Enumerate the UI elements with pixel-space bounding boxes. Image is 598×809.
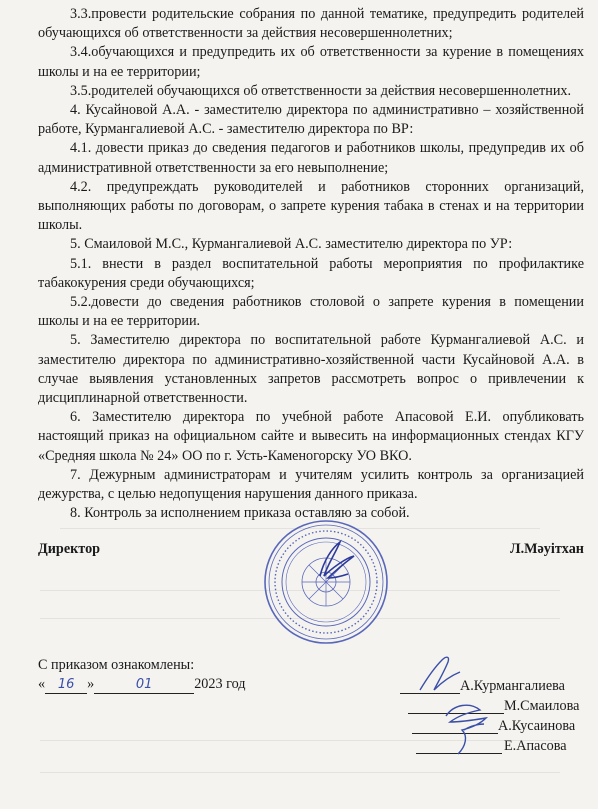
- signature-underline: [408, 712, 504, 714]
- acknowledgement-list: [400, 676, 590, 756]
- day-field: [45, 676, 87, 694]
- paragraph-3-3: 3.3.провести родительские собрания по данной тематике, предупредить родителей обучающихся об ответственности за действия несовершеннолетних;: [38, 6, 584, 42]
- order-body: [38, 5, 584, 523]
- paragraph-4: 4. Кусайновой А.А. - заместителю директора по административно – хозяйственной работе, Курмангалиевой А.С. - заместителю директора по ВР:: [38, 102, 584, 138]
- bleed-through-line: [40, 772, 560, 773]
- paragraph-6: 6. Заместителю директора по учебной работе Апасовой Е.И. опубликовать настоящий приказ на официальном сайте и вывесить на информационных стендах КГУ «Средняя школа № 24» ОО по г. Усть-Каменогорску УО ВКО.: [38, 409, 584, 464]
- paragraph-4-1: 4.1. довести приказ до сведения педагогов и работников школы, предупредив их об административной ответственности за его невыполнение;: [38, 140, 584, 176]
- paragraph-5-1: 5.1. внести в раздел воспитательной работы мероприятия по профилактике табакокурения среди обучающихся;: [38, 255, 584, 291]
- acknowledged-name: А.Кусаинова: [498, 718, 576, 734]
- date-day: 16: [57, 677, 75, 692]
- acknowledgement-date: [38, 676, 245, 694]
- paragraph-5b: 5. Заместителю директора по воспитательной работе Курмангалиевой А.С. и заместителю директора по административно-хозяйственной части Кусайновой А.А. в случае выявления установленных запретов рассмотреть вопрос о привлечении к дисциплинарной ответственности.: [38, 332, 584, 407]
- official-seal-icon: [262, 518, 390, 646]
- paragraph-3-4: 3.4.обучающихся и предупредить их об ответственности за курение в помещениях школы и на ее территории;: [38, 44, 584, 80]
- director-name: Л.Мәуітхан: [510, 541, 584, 557]
- acknowledgement-row: [400, 696, 590, 716]
- signature-underline: [416, 752, 502, 754]
- paragraph-7: 7. Дежурным администраторам и учителям усилить контроль за организацией дежурства, с целью недопущения нарушения данного приказа.: [38, 466, 584, 503]
- signature-underline: [400, 692, 460, 694]
- date-month: 01: [135, 677, 153, 692]
- acknowledged-name: Е.Апасова: [504, 738, 567, 754]
- acknowledgement-row: [400, 716, 590, 736]
- acknowledged-name: М.Смаилова: [504, 698, 580, 714]
- date-quote-close: »: [87, 676, 95, 692]
- acknowledged-name: А.Курмангалиева: [460, 678, 565, 694]
- date-year: 2023 год: [194, 676, 246, 692]
- paragraph-3-5: 3.5.родителей обучающихся об ответственности за действия несовершеннолетних.: [70, 82, 572, 99]
- date-quote-open: «: [38, 676, 46, 692]
- acknowledgement-row: [400, 676, 590, 696]
- signature-underline: [412, 732, 498, 734]
- paragraph-4-2: 4.2. предупреждать руководителей и работников сторонних организаций, выполняющих работы по договорам, о запрете курения табака в стенах и на территории школы.: [38, 178, 584, 234]
- acknowledgement-row: [400, 736, 590, 756]
- paragraph-8: 8. Контроль за исполнением приказа оставляю за собой.: [70, 505, 410, 522]
- paragraph-5: 5. Смаиловой М.С., Курмангалиевой А.С. заместителю директора по УР:: [70, 236, 513, 253]
- paragraph-5-2: 5.2.довести до сведения работников столовой о запрете курения в помещении школы и на ее территории.: [38, 294, 584, 330]
- acknowledgement-label: С приказом ознакомлены:: [38, 657, 195, 673]
- month-field: [94, 676, 194, 694]
- director-title: Директор: [38, 541, 101, 557]
